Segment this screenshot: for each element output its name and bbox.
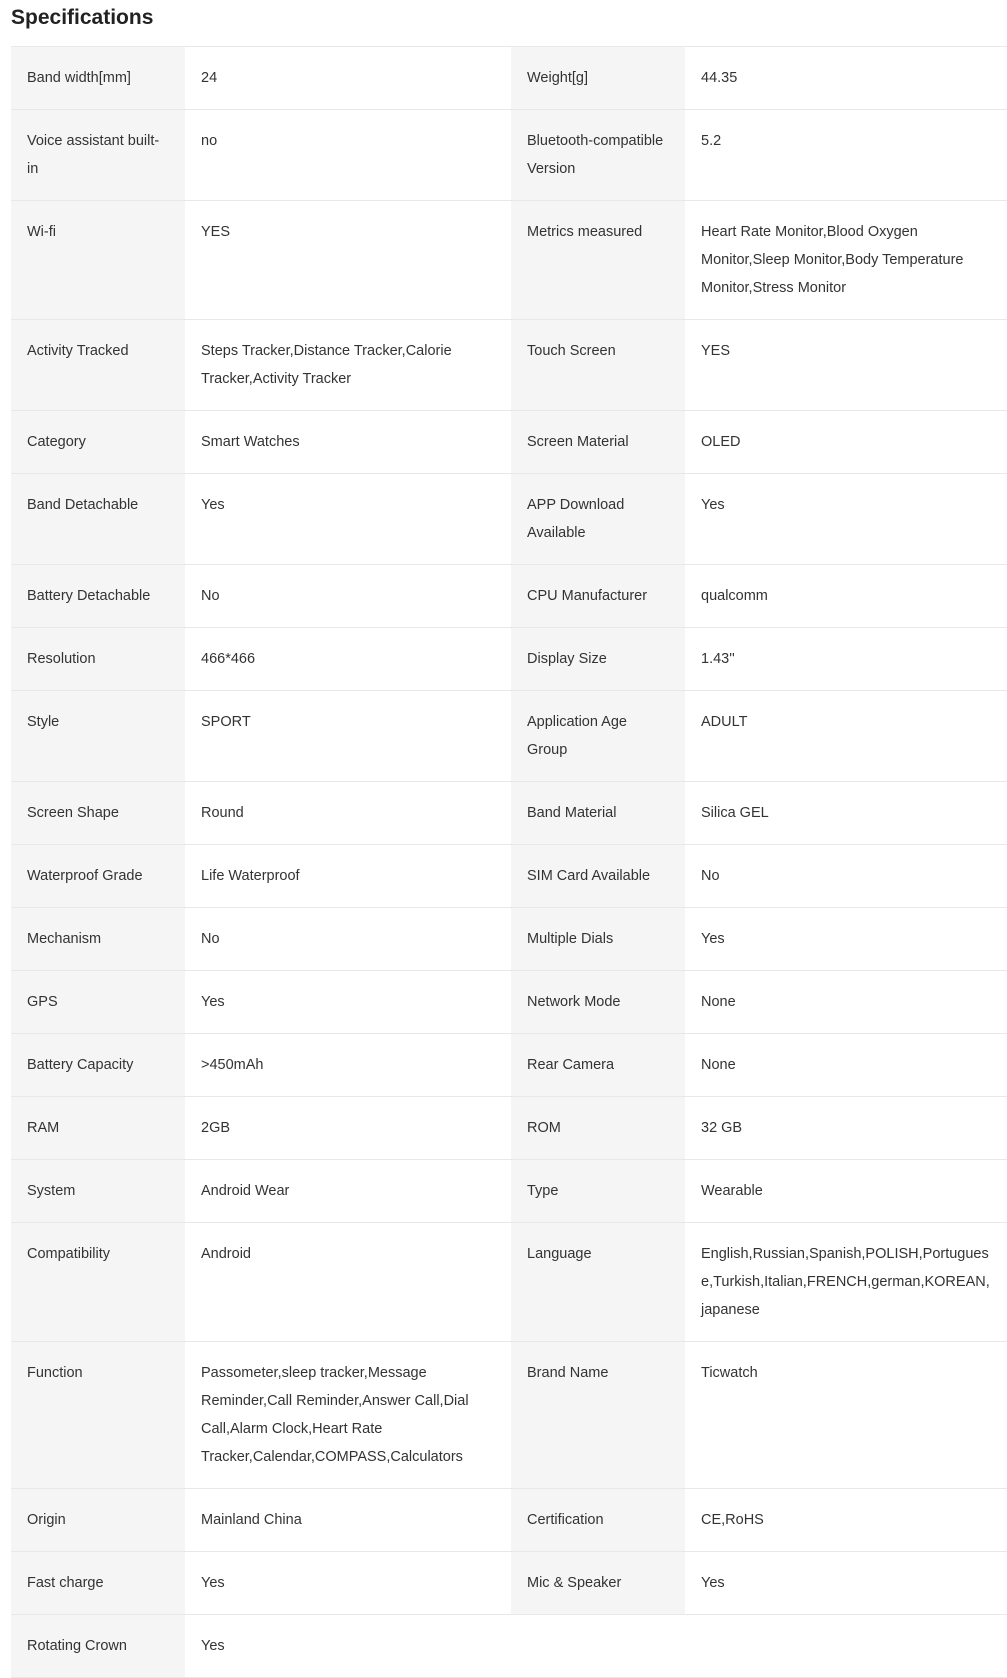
spec-value: Passometer,sleep tracker,Message Reminder,Call Reminder,Answer Call,Dial Call,Alarm Clock,Heart Rate Tracker,Calendar,COMPASS,Calculators (185, 1342, 511, 1489)
spec-label: Screen Shape (11, 782, 185, 845)
spec-value: Android (185, 1223, 511, 1342)
spec-label: Language (511, 1223, 685, 1342)
spec-value: Yes (685, 1552, 1007, 1615)
spec-label: Band Material (511, 782, 685, 845)
spec-row (11, 1097, 1007, 1160)
spec-value: Yes (185, 1615, 511, 1678)
spec-row (11, 782, 1007, 845)
spec-label: RAM (11, 1097, 185, 1160)
spec-value: None (685, 1034, 1007, 1097)
spec-value: OLED (685, 411, 1007, 474)
spec-label: Multiple Dials (511, 908, 685, 971)
specifications-heading: Specifications (11, 6, 154, 29)
spec-value: None (685, 971, 1007, 1034)
spec-label: Band width[mm] (11, 47, 185, 110)
spec-label: Band Detachable (11, 474, 185, 565)
spec-label: Mechanism (11, 908, 185, 971)
spec-row (11, 1034, 1007, 1097)
spec-value: 32 GB (685, 1097, 1007, 1160)
spec-row (11, 1223, 1007, 1342)
spec-value: 1.43'' (685, 628, 1007, 691)
spec-label: Metrics measured (511, 201, 685, 320)
spec-value: Android Wear (185, 1160, 511, 1223)
spec-label: SIM Card Available (511, 845, 685, 908)
spec-value: >450mAh (185, 1034, 511, 1097)
spec-value: SPORT (185, 691, 511, 782)
spec-row (11, 411, 1007, 474)
spec-label: Application Age Group (511, 691, 685, 782)
spec-row (11, 1615, 1007, 1678)
spec-value: YES (185, 201, 511, 320)
spec-value: Smart Watches (185, 411, 511, 474)
spec-label: Voice assistant built-in (11, 110, 185, 201)
spec-label: System (11, 1160, 185, 1223)
spec-label: Function (11, 1342, 185, 1489)
spec-value: Yes (685, 908, 1007, 971)
spec-value: Yes (185, 971, 511, 1034)
spec-label: Screen Material (511, 411, 685, 474)
spec-label: GPS (11, 971, 185, 1034)
spec-row (11, 691, 1007, 782)
spec-row (11, 971, 1007, 1034)
spec-row (11, 908, 1007, 971)
empty-cell (685, 1615, 1007, 1678)
spec-row (11, 1552, 1007, 1615)
spec-value: Steps Tracker,Distance Tracker,Calorie Tracker,Activity Tracker (185, 320, 511, 411)
spec-value: 2GB (185, 1097, 511, 1160)
spec-label: Resolution (11, 628, 185, 691)
spec-value: No (185, 565, 511, 628)
spec-label: Weight[g] (511, 47, 685, 110)
spec-label: APP Download Available (511, 474, 685, 565)
spec-label: Mic & Speaker (511, 1552, 685, 1615)
spec-value: No (685, 845, 1007, 908)
spec-label: Wi-fi (11, 201, 185, 320)
spec-row (11, 474, 1007, 565)
spec-label: Rear Camera (511, 1034, 685, 1097)
spec-row (11, 845, 1007, 908)
spec-value: Round (185, 782, 511, 845)
spec-value: Ticwatch (685, 1342, 1007, 1489)
spec-value: 466*466 (185, 628, 511, 691)
spec-label: Rotating Crown (11, 1615, 185, 1678)
spec-label: Category (11, 411, 185, 474)
spec-row (11, 320, 1007, 411)
empty-cell (511, 1615, 685, 1678)
spec-value: 44.35 (685, 47, 1007, 110)
spec-value: YES (685, 320, 1007, 411)
spec-label: Bluetooth-compatible Version (511, 110, 685, 201)
spec-label: Fast charge (11, 1552, 185, 1615)
spec-label: Certification (511, 1489, 685, 1552)
spec-value: no (185, 110, 511, 201)
spec-row (11, 110, 1007, 201)
spec-value: Yes (185, 1552, 511, 1615)
spec-label: ROM (511, 1097, 685, 1160)
spec-value: Heart Rate Monitor,Blood Oxygen Monitor,Sleep Monitor,Body Temperature Monitor,Stress Monitor (685, 201, 1007, 320)
spec-label: Brand Name (511, 1342, 685, 1489)
spec-value: ADULT (685, 691, 1007, 782)
spec-value: CE,RoHS (685, 1489, 1007, 1552)
spec-label: Compatibility (11, 1223, 185, 1342)
spec-value: Silica GEL (685, 782, 1007, 845)
spec-value: Yes (685, 474, 1007, 565)
spec-label: Origin (11, 1489, 185, 1552)
spec-row (11, 1489, 1007, 1552)
spec-label: CPU Manufacturer (511, 565, 685, 628)
spec-value: Life Waterproof (185, 845, 511, 908)
spec-label: Network Mode (511, 971, 685, 1034)
spec-value: Yes (185, 474, 511, 565)
specifications-table-body (11, 47, 1007, 1678)
specifications-table (11, 46, 1007, 1678)
spec-label: Activity Tracked (11, 320, 185, 411)
spec-label: Waterproof Grade (11, 845, 185, 908)
spec-label: Touch Screen (511, 320, 685, 411)
spec-label: Style (11, 691, 185, 782)
spec-row (11, 1160, 1007, 1223)
spec-row (11, 201, 1007, 320)
spec-value: Wearable (685, 1160, 1007, 1223)
spec-row (11, 47, 1007, 110)
spec-value: English,Russian,Spanish,POLISH,Portuguese,Turkish,Italian,FRENCH,german,KOREAN,japanese (685, 1223, 1007, 1342)
spec-value: 5.2 (685, 110, 1007, 201)
spec-label: Type (511, 1160, 685, 1223)
spec-value: qualcomm (685, 565, 1007, 628)
spec-value: No (185, 908, 511, 971)
spec-label: Battery Detachable (11, 565, 185, 628)
spec-value: 24 (185, 47, 511, 110)
spec-row (11, 628, 1007, 691)
spec-row (11, 1342, 1007, 1489)
spec-label: Battery Capacity (11, 1034, 185, 1097)
spec-label: Display Size (511, 628, 685, 691)
spec-row (11, 565, 1007, 628)
spec-value: Mainland China (185, 1489, 511, 1552)
